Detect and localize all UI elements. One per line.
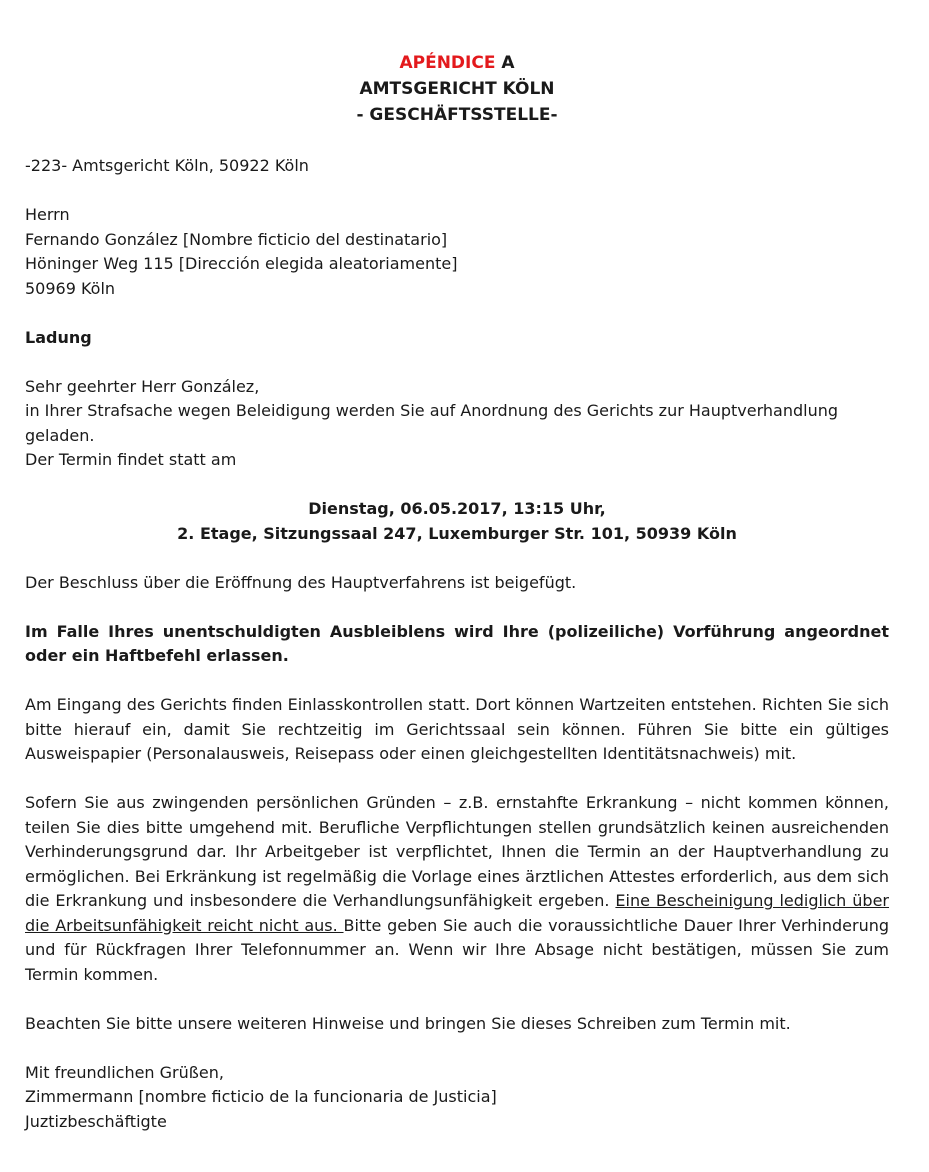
- appointment-block: [25, 497, 889, 546]
- sender-line-block: [25, 154, 889, 179]
- appendix-letter: A: [495, 53, 515, 73]
- court-office: - GESCHÄFTSSTELLE-: [356, 105, 558, 125]
- absence-text-part2: Bitte geben Sie auch die voraussichtliche Dauer Ihrer Verhinderung und für Rückfragen Ihrer Telefonnummer an. Wenn wir Ihre Absage nicht bestätigen, müssen Sie zum Termin kommen.: [25, 915, 890, 984]
- appointment-place: 2. Etage, Sitzungssaal 247, Luxemburger Str. 101, 50939 Köln: [177, 523, 737, 543]
- intro-line: in Ihrer Strafsache wegen Beleidigung werden Sie auf Anordnung des Gerichts zur Hauptverhandlung geladen.: [25, 401, 839, 445]
- hints-paragraph: Beachten Sie bitte unsere weiteren Hinweise und bringen Sie dieses Schreiben zum Termin mit.: [25, 1013, 791, 1033]
- appointment-lead: Der Termin findet statt am: [25, 450, 237, 469]
- absence-block: [25, 791, 889, 987]
- greeting: Sehr geehrter Herr González,: [25, 376, 260, 396]
- court-name: AMTSGERICHT KÖLN: [359, 79, 555, 99]
- closing-block: [25, 1061, 889, 1135]
- letter-page: [25, 50, 889, 1159]
- entrance-block: [25, 693, 889, 767]
- recipient-name: Fernando González [Nombre ficticio del destinatario]: [25, 229, 448, 249]
- appendix-title: [25, 50, 889, 76]
- subject-block: [25, 326, 889, 351]
- entrance-paragraph: Am Eingang des Gerichts finden Einlasskontrollen statt. Dort können Wartzeiten entstehen. Richten Sie sich bitte hierauf ein, damit Sie rechtzeitig im Gerichtssaal sein können. Führen Sie bitte ein gültiges Ausweispapier (Personalausweis, Reisepass oder einen gleichgestellten Identitätsnachweis) mit.: [25, 695, 889, 763]
- hints-block: [25, 1012, 889, 1037]
- recipient-address: [25, 203, 889, 301]
- recipient-city: 50969 Köln: [25, 278, 116, 298]
- absence-underlined-note: Eine Bescheinigung lediglich über die Arbeitsunfähigkeit reicht nicht aus.: [25, 891, 890, 935]
- decision-block: [25, 571, 889, 596]
- closing-regards: Mit freundlichen Grüßen,: [25, 1062, 224, 1082]
- decision-note: Der Beschluss über die Eröffnung des Hauptverfahrens ist beigefügt.: [25, 572, 577, 592]
- recipient-salutation: Herrn: [25, 205, 70, 224]
- warning-text: Im Falle Ihres unentschuldigten Ausbleiblens wird Ihre (polizeiliche) Vorführung angeordnet oder ein Haftbefehl erlassen.: [25, 621, 889, 665]
- recipient-street: Höninger Weg 115 [Dirección elegida aleatoriamente]: [25, 254, 458, 273]
- warning-block: [25, 620, 889, 669]
- sender-line: -223- Amtsgericht Köln, 50922 Köln: [25, 156, 309, 175]
- intro-block: [25, 375, 889, 473]
- absence-text-part1: Sofern Sie aus zwingenden persönlichen Gründen – z.B. ernstahfte Erkrankung – nicht kommen können, teilen Sie dies bitte umgehend mit. Berufliche Verpflichtungen stellen grundsätzlich keinen ausreichenden Verhinderungsgrund dar. Ihr Arbeitgeber ist verpflichtet, Ihnen die Termin an der Hauptverhandlung zu ermöglichen. Bei Erkränkung ist regelmäßig die Vorlage eines ärztlichen Attestes erforderlich, aus dem sich die Erkrankung und insbesondere die Verhandlungsunfähigkeit ergeben.: [25, 793, 889, 910]
- signer-role: Juztizbeschäftigte: [25, 1111, 167, 1131]
- letter-header: [25, 50, 889, 128]
- letter-subject: Ladung: [25, 327, 92, 347]
- appointment-date: Dienstag, 06.05.2017, 13:15 Uhr,: [308, 499, 606, 518]
- signer-name: Zimmermann [nombre ficticio de la funcionaria de Justicia]: [25, 1087, 497, 1106]
- appendix-word: APÉNDICE: [399, 53, 496, 73]
- absence-paragraph: [25, 791, 889, 987]
